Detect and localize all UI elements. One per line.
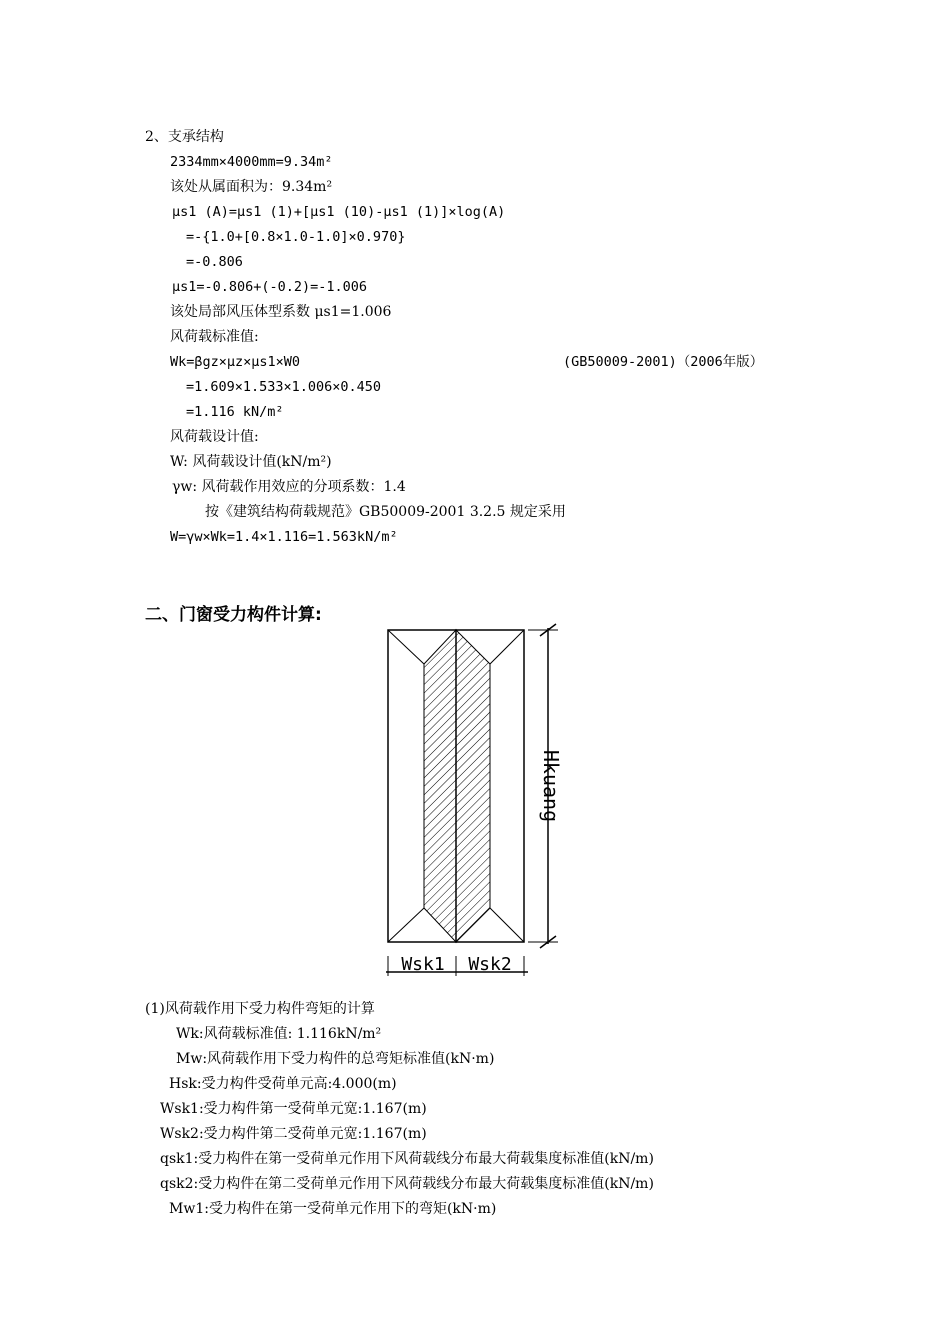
def-qsk2: qsk2:受力构件在第二受荷单元作用下风荷载线分布最大荷载集度标准值(kN/m) bbox=[160, 1176, 654, 1192]
load-area-1 bbox=[424, 630, 456, 942]
mu-calc-1: =-{1.0+[0.8×1.0-1.0]×0.970} bbox=[186, 229, 406, 245]
code-reference: (GB50009-2001)（2006年版） bbox=[563, 354, 764, 370]
sub-heading: (1)风荷载作用下受力构件弯矩的计算 bbox=[145, 1001, 375, 1017]
w-definition: W: 风荷载设计值(kN/m²) bbox=[170, 454, 332, 470]
mu-sum: μs1=-0.806+(-0.2)=-1.006 bbox=[172, 279, 368, 295]
def-mw1: Mw1:受力构件在第一受荷单元作用下的弯矩(kN·m) bbox=[169, 1201, 497, 1217]
local-coefficient: 该处局部风压体型系数 μs1=1.006 bbox=[170, 304, 392, 320]
wk-formula: Wk=βgz×μz×μs1×W0 bbox=[170, 354, 301, 370]
standard-value-title: 风荷载标准值: bbox=[170, 329, 259, 345]
def-wk: Wk:风荷载标准值: 1.116kN/m² bbox=[176, 1026, 382, 1042]
wk-calc-1: =1.609×1.533×1.006×0.450 bbox=[186, 379, 382, 395]
part-heading: 二、门窗受力构件计算: bbox=[145, 605, 322, 625]
area-line: 2334mm×4000mm=9.34m² bbox=[170, 154, 333, 170]
tributary-area: 该处从属面积为：9.34m² bbox=[170, 179, 333, 195]
def-wsk2: Wsk2:受力构件第二受荷单元宽:1.167(m) bbox=[160, 1126, 427, 1142]
height-label: Hkuang bbox=[539, 749, 563, 823]
load-distribution-diagram bbox=[378, 620, 578, 980]
def-qsk1: qsk1:受力构件在第一受荷单元作用下风荷载线分布最大荷载集度标准值(kN/m) bbox=[160, 1151, 654, 1167]
load-area-2 bbox=[456, 630, 490, 942]
width-label-2: Wsk2 bbox=[468, 954, 512, 975]
def-hsk: Hsk:受力构件受荷单元高:4.000(m) bbox=[169, 1076, 397, 1092]
def-mw: Mw:风荷载作用下受力构件的总弯矩标准值(kN·m) bbox=[176, 1051, 495, 1067]
wk-calc-2: =1.116 kN/m² bbox=[186, 404, 284, 420]
design-value-title: 风荷载设计值: bbox=[170, 429, 259, 445]
section-heading: 2、支承结构 bbox=[145, 129, 224, 145]
code-note: 按《建筑结构荷载规范》GB50009-2001 3.2.5 规定采用 bbox=[205, 504, 566, 520]
mu-calc-2: =-0.806 bbox=[186, 254, 243, 270]
width-label-1: Wsk1 bbox=[401, 954, 445, 975]
w-calc: W=γw×Wk=1.4×1.116=1.563kN/m² bbox=[170, 529, 398, 545]
mu-formula: μs1 (A)=μs1 (1)+[μs1 (10)-μs1 (1)]×log(A) bbox=[172, 204, 506, 220]
def-wsk1: Wsk1:受力构件第一受荷单元宽:1.167(m) bbox=[160, 1101, 427, 1117]
gamma-definition: γw: 风荷载作用效应的分项系数：1.4 bbox=[172, 479, 406, 495]
